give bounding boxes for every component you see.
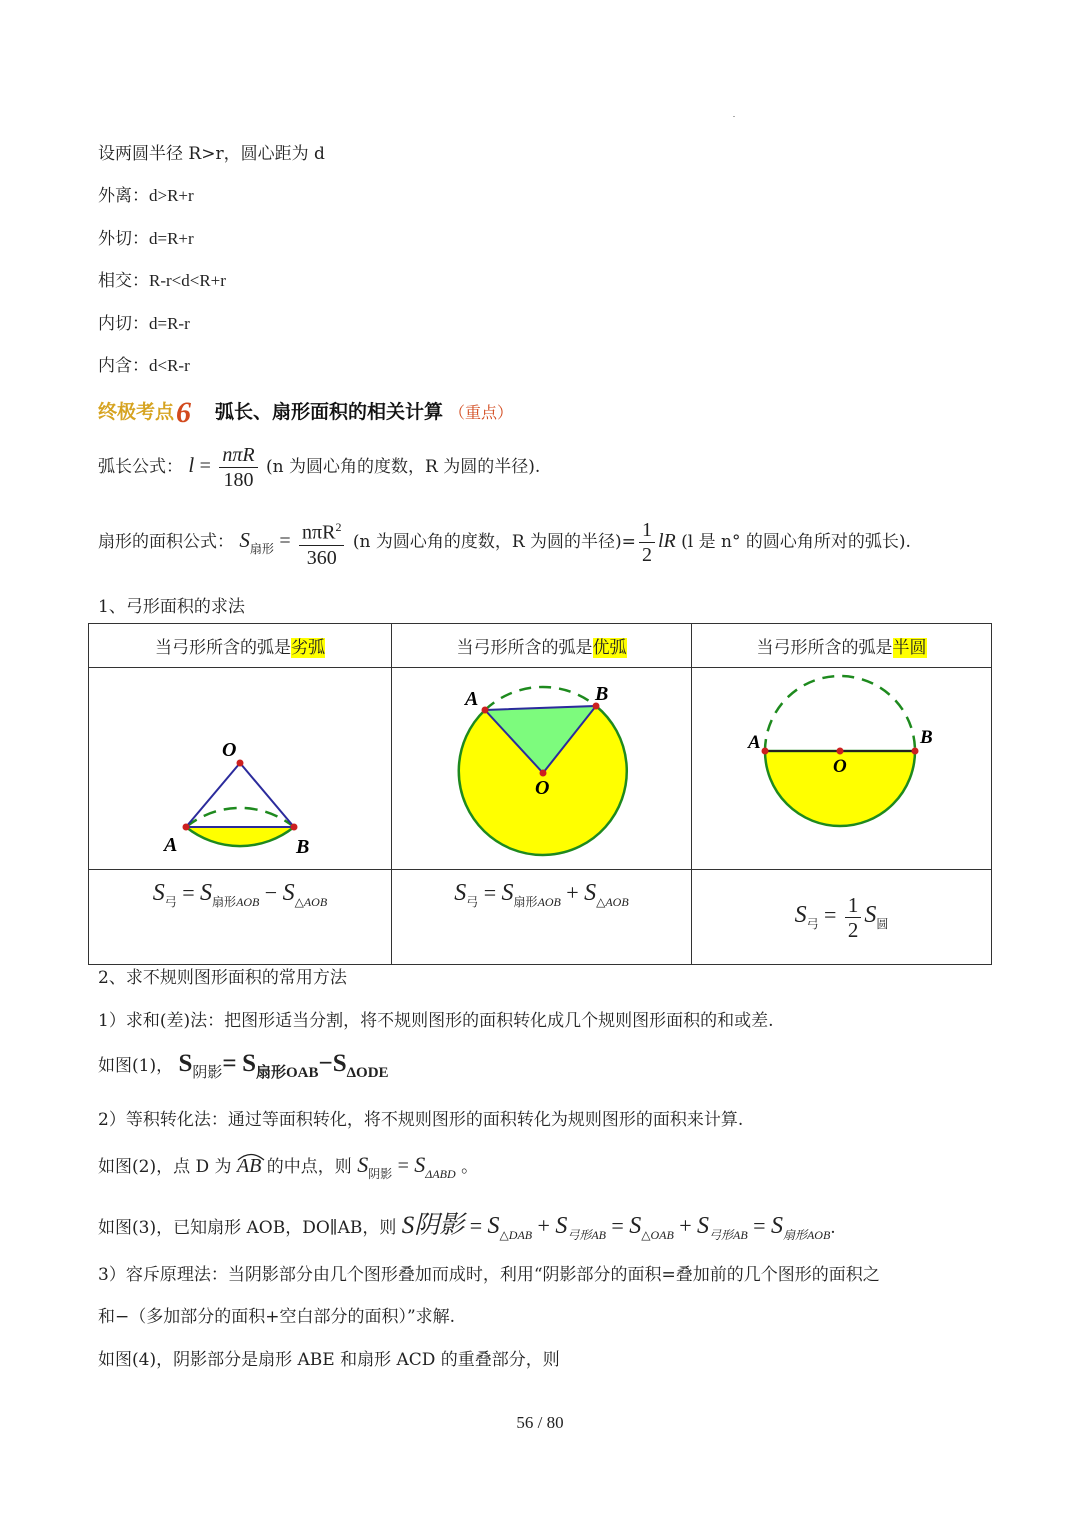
formula-major-arc (392, 870, 692, 965)
f1-tri: △AOB (294, 895, 328, 909)
m1-sub3: ΔODE (346, 1065, 389, 1081)
relation-contain: 内含：d<R-r (98, 356, 190, 375)
m3-plus: + (537, 1213, 550, 1238)
f3-num: 1 (845, 893, 862, 918)
m3-plus2: + (679, 1213, 692, 1238)
point-a (481, 707, 488, 714)
method1-example (98, 1050, 389, 1081)
dashed-upper-arc (765, 676, 915, 751)
m2-sub2: ΔABD (425, 1167, 456, 1181)
f1-s: S (152, 880, 165, 906)
point-a (183, 824, 190, 831)
bow-area-table (88, 623, 992, 965)
m1-s1: S (178, 1050, 193, 1077)
header-minor-arc (89, 624, 392, 668)
sector-note1: (n 为圆心角的度数，R 为圆的半径)= (352, 531, 636, 552)
formula-minor-arc (89, 870, 392, 965)
major-arc-diagram (393, 668, 691, 864)
m1-eq: = (222, 1050, 237, 1077)
f2-s2: S (501, 880, 514, 906)
half-den: 2 (641, 543, 652, 566)
arc-eq: = (199, 455, 211, 477)
m1-s2: S (242, 1050, 256, 1077)
m2-eq: = (397, 1155, 409, 1177)
arc-note: (n 为圆心角的度数，R 为圆的半径). (266, 457, 541, 477)
arc-fraction (219, 443, 257, 492)
header-prefix: 当弓形所含的弧是 (456, 638, 593, 658)
header-highlight: 劣弧 (291, 638, 325, 658)
f2-bow: 弓 (466, 895, 479, 909)
m3-t5: S (770, 1213, 783, 1239)
f3-bow: 弓 (806, 916, 819, 931)
f2-tri: △AOB (596, 895, 629, 909)
section-heading (98, 396, 513, 430)
m3-end: . (830, 1218, 836, 1238)
label-o: O (222, 739, 237, 761)
f3-eq: = (824, 901, 837, 927)
point-o (539, 770, 546, 777)
point-b (291, 824, 298, 831)
section-kaodian: 终极考点 (98, 401, 175, 423)
point-o (836, 748, 843, 755)
f2-sector: 扇形 (513, 895, 538, 909)
header-highlight: 优弧 (592, 638, 627, 658)
arc-numerator: nπR (219, 443, 257, 468)
label-a: A (464, 688, 478, 710)
formula-semicircle (692, 870, 992, 965)
page-number: 56 / 80 (516, 1413, 564, 1432)
m2-mid: 的中点，则 (266, 1157, 352, 1177)
label-o: O (534, 777, 549, 799)
m1-op: − (318, 1050, 333, 1077)
label-o: O (832, 756, 847, 777)
m2-s2: S (414, 1152, 426, 1177)
m3-t1: S (487, 1213, 500, 1239)
f2-sector-sub: AOB (537, 895, 561, 909)
sector-denominator: 360 (306, 546, 337, 569)
f1-s3: S (282, 880, 295, 906)
f1-sector: 扇形 (212, 895, 237, 909)
relations-intro: 设两圆半径 R>r，圆心距为 d (98, 144, 325, 164)
section-number: 6 (176, 396, 192, 429)
header-highlight: 半圆 (892, 638, 927, 658)
sector-fraction (299, 515, 344, 570)
label-b: B (594, 683, 608, 705)
f3-s: S (794, 901, 807, 928)
half-num: 1 (639, 518, 655, 543)
f1-sector-sub: AOB (236, 895, 260, 909)
m1-sub2: 扇形OAB (255, 1065, 319, 1081)
arc-lhs: l (188, 453, 195, 477)
half-fraction (639, 518, 655, 567)
sector-s: S (239, 527, 250, 552)
irregular-title: 2、求不规则图形面积的常用方法 (98, 968, 347, 988)
point-o (237, 760, 244, 767)
section-focus: （重点） (449, 403, 514, 422)
method2-example (98, 1152, 479, 1181)
sector-lr: lR (657, 529, 676, 552)
f1-eq: = (182, 880, 195, 905)
arc-overline-icon (236, 1151, 266, 1161)
m2-sub1: 阴影 (368, 1167, 393, 1181)
m3-t4-sub: 弓形AB (709, 1228, 748, 1242)
relation-external-tangent: 外切：d=R+r (98, 229, 194, 248)
sector-area-formula (98, 515, 911, 570)
m1-fig-label: 如图(1)， (98, 1056, 174, 1076)
header-prefix: 当弓形所含的弧是 (155, 638, 291, 658)
figure-semicircle (692, 668, 992, 870)
m3-eq2: = (611, 1213, 624, 1238)
label-a: A (164, 834, 178, 856)
m3-prefix: 如图(3)，已知扇形 AOB，DO∥AB，则 (98, 1218, 397, 1238)
f1-s2: S (200, 880, 213, 906)
relation-apart: 外离：d>R+r (98, 186, 194, 205)
m3-eq3: = (753, 1213, 766, 1238)
m2-arc-label: AB (236, 1155, 262, 1177)
method3-example (98, 1205, 836, 1241)
m2-arc (237, 1155, 261, 1178)
m3-t2-sub: 弓形AB (567, 1228, 607, 1242)
m2-prefix: 如图(2)，点 D 为 (98, 1157, 232, 1177)
f2-s3: S (584, 880, 597, 906)
point-b (911, 748, 918, 755)
label-a: A (747, 732, 761, 753)
sector-sub: 扇形 (249, 541, 274, 556)
semicircle-diagram (693, 668, 991, 864)
f3-fraction (845, 893, 862, 942)
figure-minor-arc (89, 668, 392, 870)
relation-internal-tangent: 内切：d=R-r (98, 314, 190, 333)
m1-sub1: 阴影 (192, 1063, 223, 1081)
section-title: 弧长、扇形面积的相关计算 (215, 401, 444, 423)
sector-numerator: nπR (302, 521, 336, 544)
minor-arc-diagram (90, 668, 390, 864)
arc-label: 弧长公式： (98, 457, 183, 477)
m2-s1: S (357, 1152, 369, 1177)
sector-label: 扇形的面积公式： (98, 531, 234, 552)
f3-circle: 圆 (876, 916, 889, 931)
f2-s: S (454, 880, 467, 906)
sector-eq: = (279, 529, 291, 552)
header-prefix: 当弓形所含的弧是 (756, 638, 893, 658)
m3-t2: S (555, 1213, 568, 1239)
triangle-aob (186, 763, 294, 827)
f1-bow: 弓 (164, 895, 177, 909)
relation-intersect: 相交：R-r<d<R+r (98, 271, 226, 290)
point-a (761, 748, 768, 755)
m3-t3-sub: △OAB (641, 1228, 674, 1242)
dashed-major-arc (186, 808, 294, 827)
figure-major-arc (392, 668, 692, 870)
f1-op: − (264, 880, 278, 905)
header-semicircle (692, 624, 992, 668)
method-equal-area: 2）等积转化法：通过等面积转化，将不规则图形的面积转化为规则图形的面积来计算. (98, 1110, 744, 1130)
method-inclusion-exclusion-cont: 和−（多加部分的面积+空白部分的面积）”求解. (98, 1307, 456, 1327)
m3-t5-sub: 扇形AOB (782, 1228, 831, 1242)
arc-denominator: 180 (223, 469, 254, 491)
f2-op: + (566, 880, 579, 905)
method4-example: 如图(4)，阴影部分是扇形 ABE 和扇形 ACD 的重叠部分，则 (98, 1350, 560, 1370)
label-b: B (919, 727, 933, 748)
label-b: B (296, 836, 310, 858)
f2-eq: = (483, 880, 497, 905)
method-inclusion-exclusion: 3）容斥原理法：当阴影部分由几个图形叠加而成时，利用“阴影部分的面积=叠加前的几个图形的面积之 (98, 1265, 880, 1285)
header-major-arc (392, 624, 692, 668)
method-sum-diff: 1）求和(差)法：把图形适当分割，将不规则图形的面积转化成几个规则图形面积的和或差. (98, 1011, 774, 1031)
page-speck (733, 116, 735, 117)
m3-t3: S (629, 1213, 642, 1239)
bow-title: 1、弓形面积的求法 (98, 597, 245, 617)
m3-eq: = (469, 1213, 483, 1238)
sector-sup: 2 (335, 520, 342, 534)
m3-t4: S (697, 1213, 710, 1239)
f3-s2: S (864, 901, 877, 928)
m3-t1-sub: △DAB (499, 1228, 533, 1242)
arc-length-formula (98, 443, 540, 492)
m1-s3: S (332, 1050, 347, 1077)
sector-note2: (l 是 n° 的圆心角所对的弧长). (681, 531, 911, 552)
m2-end: 。 (461, 1157, 479, 1177)
f3-den: 2 (847, 917, 859, 942)
m3-lhs: S阴影 (401, 1212, 465, 1239)
